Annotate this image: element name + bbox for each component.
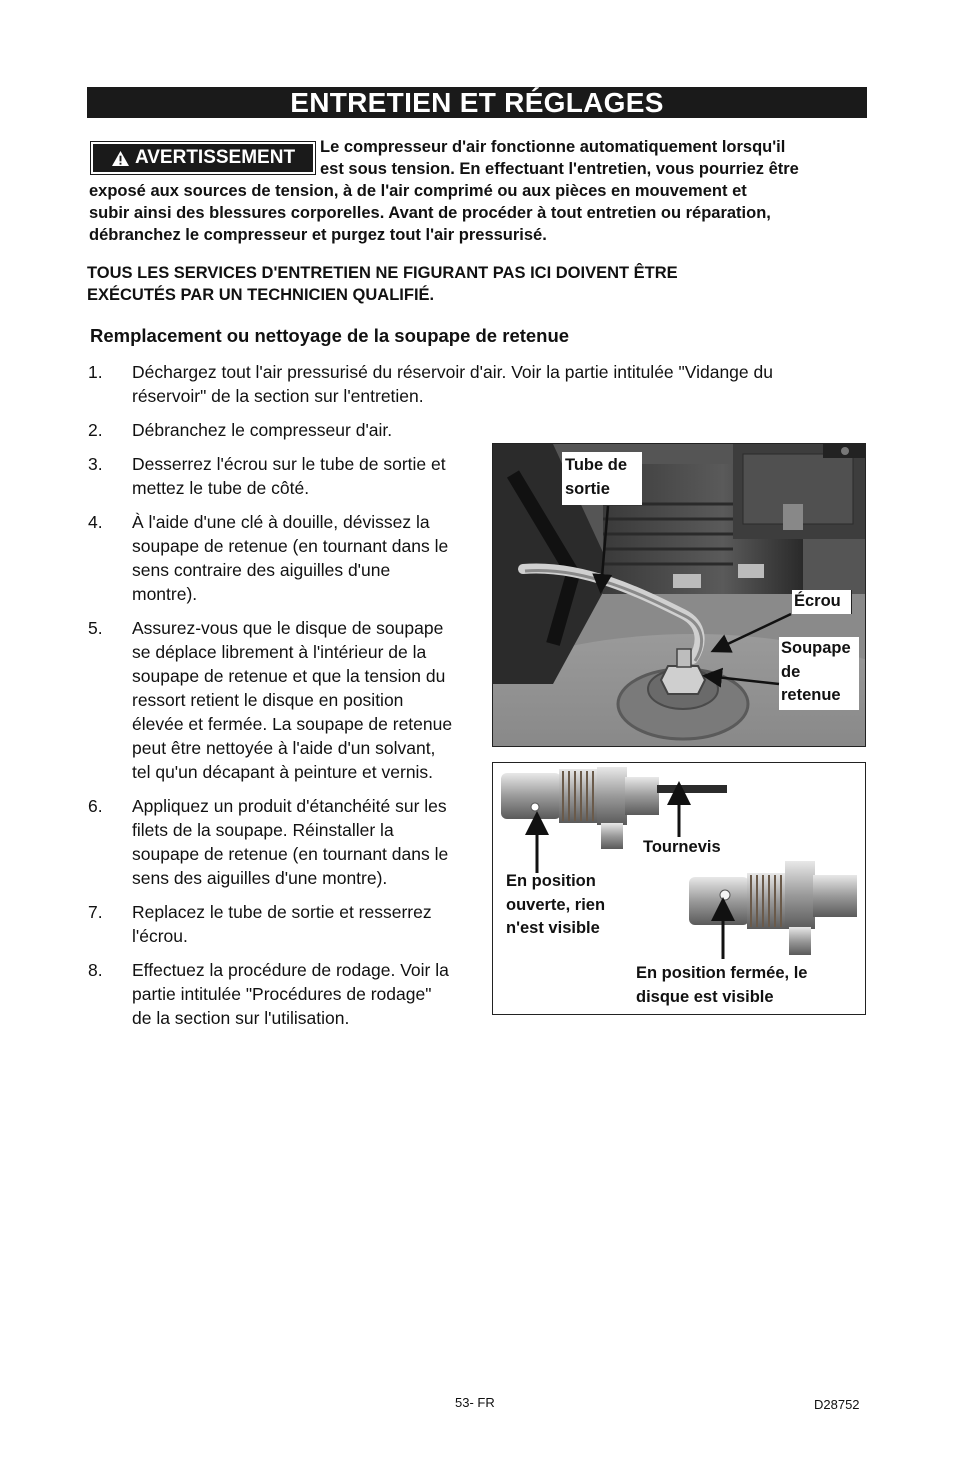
label-line: retenue (781, 686, 841, 704)
step-line: ressort retient le disque en position (132, 690, 404, 710)
step-line: montre). (132, 584, 198, 604)
screwdriver-label: Tournevis (643, 838, 721, 856)
step-number: 3. (88, 454, 103, 474)
step-line: élevée et fermée. La soupape de retenue (132, 714, 453, 734)
warning-badge-label: AVERTISSEMENT (134, 147, 296, 168)
label-line: sortie (565, 479, 610, 498)
step-line: Appliquez un produit d'étanchéité sur les (132, 796, 447, 816)
page-title: ENTRETIEN ET RÉGLAGES (87, 87, 867, 118)
nut-arrow (715, 614, 791, 650)
step-line: Replacez le tube de sortie et resserrez (132, 902, 432, 922)
label-line: En position fermée, le (636, 964, 808, 982)
step-line: de la section sur l'utilisation. (132, 1008, 350, 1028)
section-heading: Remplacement ou nettoyage de la soupape de retenue (90, 325, 570, 346)
step-line: Assurez-vous que le disque de soupape (132, 618, 444, 638)
step-number: 2. (88, 420, 103, 440)
warning-line-2: est sous tension. En effectuant l'entretien, vous pourriez être (320, 160, 799, 178)
step-number: 1. (88, 362, 103, 382)
step-line: l'écrou. (132, 926, 188, 946)
step-line: filets de la soupape. Réinstaller la (132, 820, 394, 840)
label-line: Tube de (565, 456, 628, 474)
closed-position-label (636, 962, 807, 1009)
valve-arrow (707, 676, 779, 684)
notice-line: TOUS LES SERVICES D'ENTRETIEN NE FIGURANT PAS ICI DOIVENT ÊTRE (87, 264, 678, 282)
step-line: mettez le tube de côté. (132, 478, 310, 498)
step-number: 7. (88, 902, 103, 922)
step-number: 5. (88, 618, 103, 638)
label-line: En position (506, 872, 596, 890)
step-line: partie intitulée "Procédures de rodage" (132, 984, 432, 1004)
step-line: peut être nettoyée à l'aide d'un solvant, (132, 738, 436, 758)
step-line: sens des aiguilles d'une montre). (132, 868, 388, 888)
step-number: 6. (88, 796, 103, 816)
step-line: réservoir" de la section sur l'entretien. (132, 386, 424, 406)
step-line: soupape de retenue (en tournant dans le (132, 536, 449, 556)
page-number: 53- FR (455, 1395, 495, 1410)
tube-arrow (601, 506, 608, 589)
check-valve-positions-photo (492, 762, 866, 1015)
label-line: Soupape (781, 639, 851, 657)
notice-line: EXÉCUTÉS PAR UN TECHNICIEN QUALIFIÉ. (87, 286, 435, 304)
document-code: D28752 (814, 1397, 860, 1412)
step-line: Débranchez le compresseur d'air. (132, 420, 393, 440)
callout-arrows (493, 444, 866, 747)
warning-line-1: Le compresseur d'air fonctionne automatiquement lorsqu'il (320, 138, 786, 156)
label-line: de (781, 662, 801, 681)
label-line: n'est visible (506, 919, 600, 937)
warning-badge (91, 142, 315, 174)
step-line: soupape de retenue (en tournant dans le (132, 844, 449, 864)
label-line: ouverte, rien (506, 895, 606, 914)
check-valve-location-photo (492, 443, 866, 747)
step-line: À l'aide d'une clé à douille, dévissez la (132, 512, 430, 532)
step-line: se déplace librement à l'intérieur de la (132, 642, 427, 662)
step-number: 8. (88, 960, 103, 980)
step-line: Effectuez la procédure de rodage. Voir la (132, 960, 449, 980)
step-line: sens contraire des aiguilles d'une (132, 560, 391, 580)
step-line: Déchargez tout l'air pressurisé du réservoir d'air. Voir la partie intitulée "Vidange du (132, 362, 773, 382)
nut-label: Écrou (792, 590, 852, 614)
warning-triangle-icon (111, 150, 130, 167)
step-line: soupape de retenue et que la tension du (132, 666, 446, 686)
step-line: tel qu'un décapant à peinture et vernis. (132, 762, 434, 782)
warning-line-4: subir ainsi des blessures corporelles. Avant de procéder à tout entretien ou réparation, (89, 204, 771, 222)
step-number: 4. (88, 512, 103, 532)
step-line: Desserrez l'écrou sur le tube de sortie et (132, 454, 446, 474)
warning-line-5: débranchez le compresseur et purgez tout l'air pressurisé. (89, 226, 547, 244)
open-position-label (506, 870, 605, 941)
label-line: disque est visible (636, 987, 774, 1006)
warning-line-3: exposé aux sources de tension, à de l'air comprimé ou aux pièces en mouvement et (89, 182, 747, 200)
qualified-technician-notice (87, 262, 847, 306)
